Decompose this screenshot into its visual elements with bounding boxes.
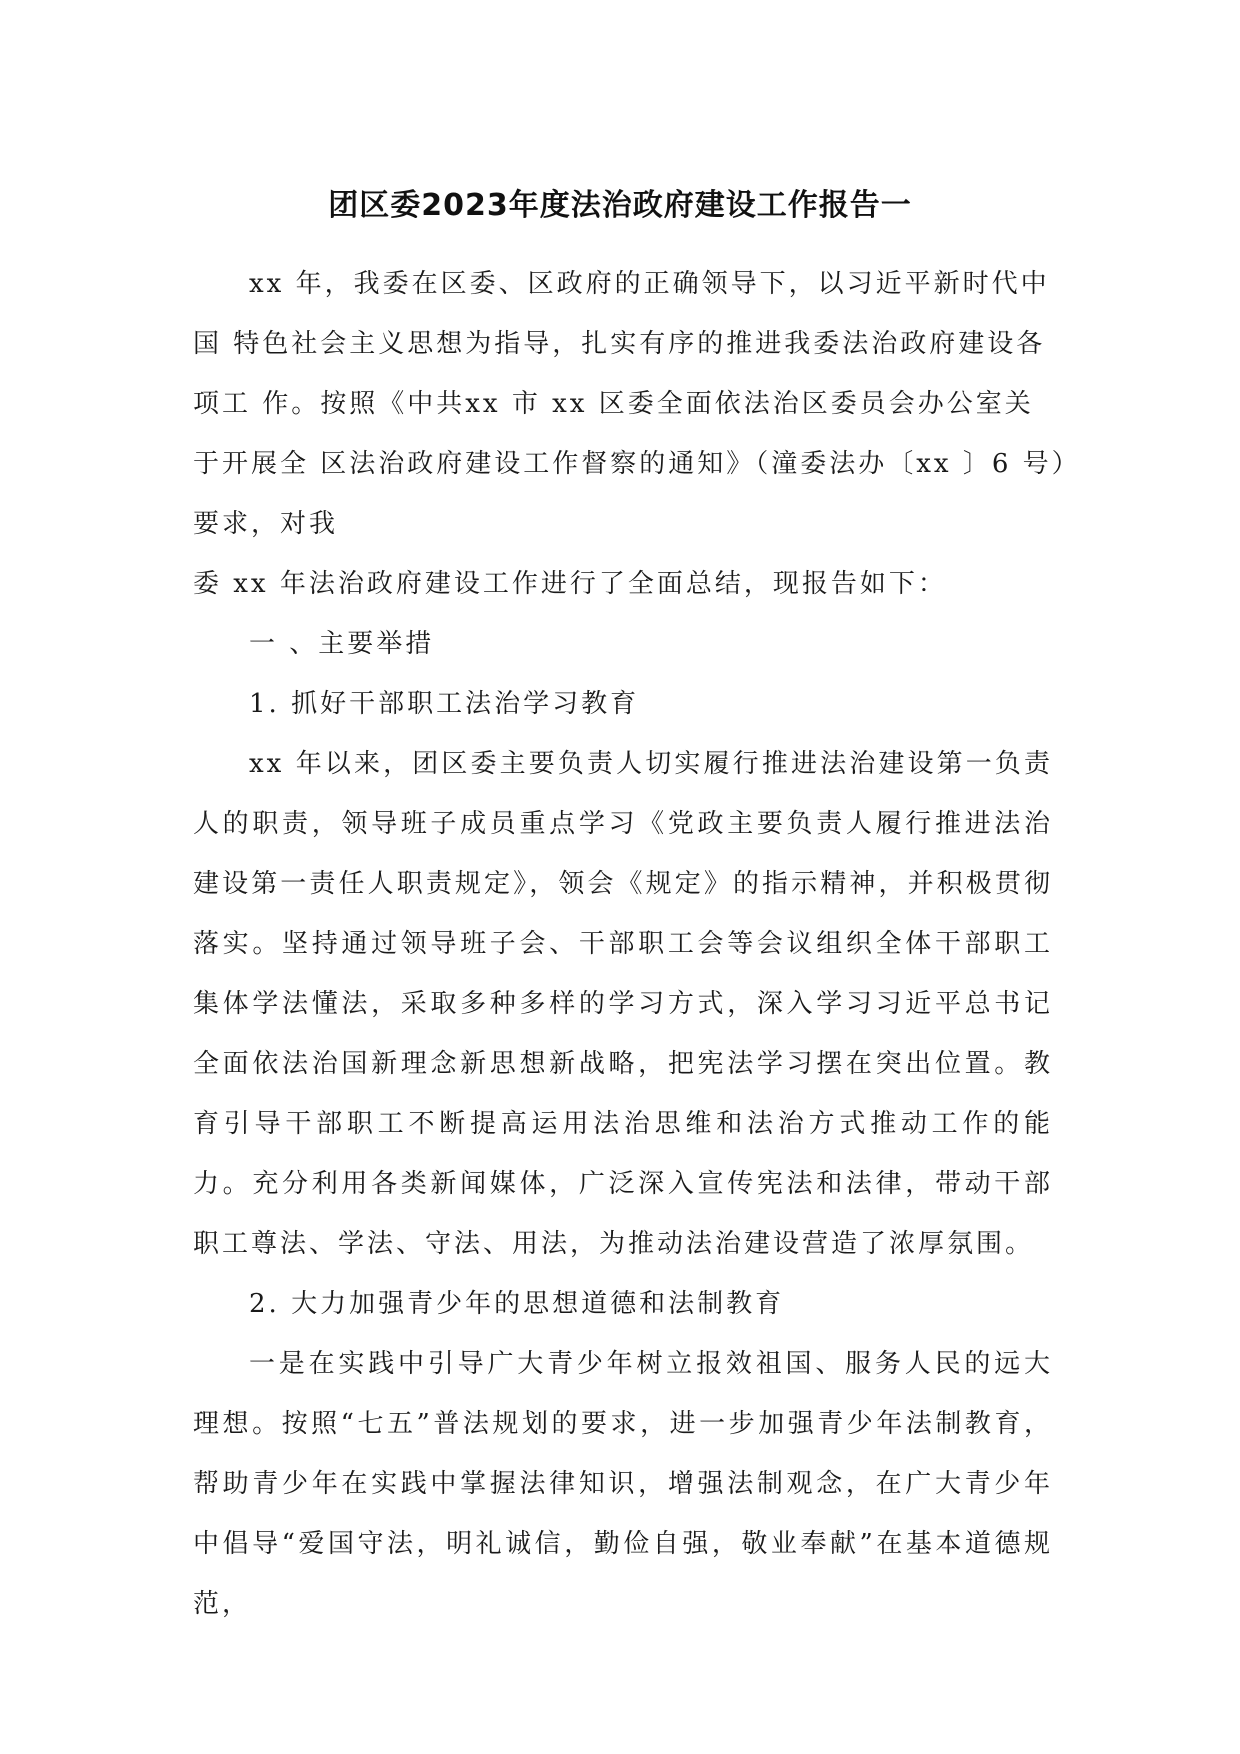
document-title: 团区委2023年度法治政府建设工作报告一 bbox=[328, 188, 912, 223]
intro-paragraph bbox=[193, 254, 1081, 614]
item-paragraph: 一是在实践中引导广大青少年树立报效祖国、服务人民的远大理想。按照“七五”普法规划的要求，进一步加强青少年法制教育，帮助青少年在实践中掌握法律知识，增强法制观念，在广大青少年中倡导“爱国守法，明礼诚信，勤俭自强，敬业奉献”在基本道德规范， bbox=[193, 1349, 1053, 1619]
intro-line: 要求，对我 bbox=[193, 509, 339, 539]
intro-line: 于开展全 区法治政府建设工作督察的通知》（潼委法办〔xx 〕6 号） bbox=[193, 449, 1081, 479]
intro-line: 委 xx 年法治政府建设工作进行了全面总结，现报告如下： bbox=[193, 569, 947, 599]
item-heading: 2. 大力加强青少年的思想道德和法制教育 bbox=[249, 1289, 785, 1319]
intro-line: 国 特色社会主义思想为指导，扎实有序的推进我委法治政府建设各 bbox=[193, 329, 1046, 359]
document-body bbox=[193, 254, 1081, 1634]
intro-line: xx 年，我委在区委、区政府的正确领导下，以习近平新时代中 bbox=[249, 269, 1050, 299]
section-heading: 一 、主要举措 bbox=[249, 629, 435, 659]
item-paragraph: xx 年以来，团区委主要负责人切实履行推进法治建设第一负责人的职责，领导班子成员重点学习《党政主要负责人履行推进法治建设第一责任人职责规定》，领会《规定》的指示精神，并积极贯彻落实。坚持通过领导班子会、干部职工会等会议组织全体干部职工集体学法懂法，采取多种多样的学习方式，深入学习习近平总书记全面依法治国新理念新思想新战略，把宪法学习摆在突出位置。教育引导干部职工不断提高运用法治思维和法治方式推动工作的能力。充分利用各类新闻媒体，广泛深入宣传宪法和法律，带动干部职工尊法、学法、守法、用法，为推动法治建设营造了浓厚氛围。 bbox=[193, 749, 1053, 1259]
item-heading: 1. 抓好干部职工法治学习教育 bbox=[249, 689, 640, 719]
intro-line: 项工 作。按照《中共xx 市 xx 区委全面依法治区委员会办公室关 bbox=[193, 389, 1034, 419]
